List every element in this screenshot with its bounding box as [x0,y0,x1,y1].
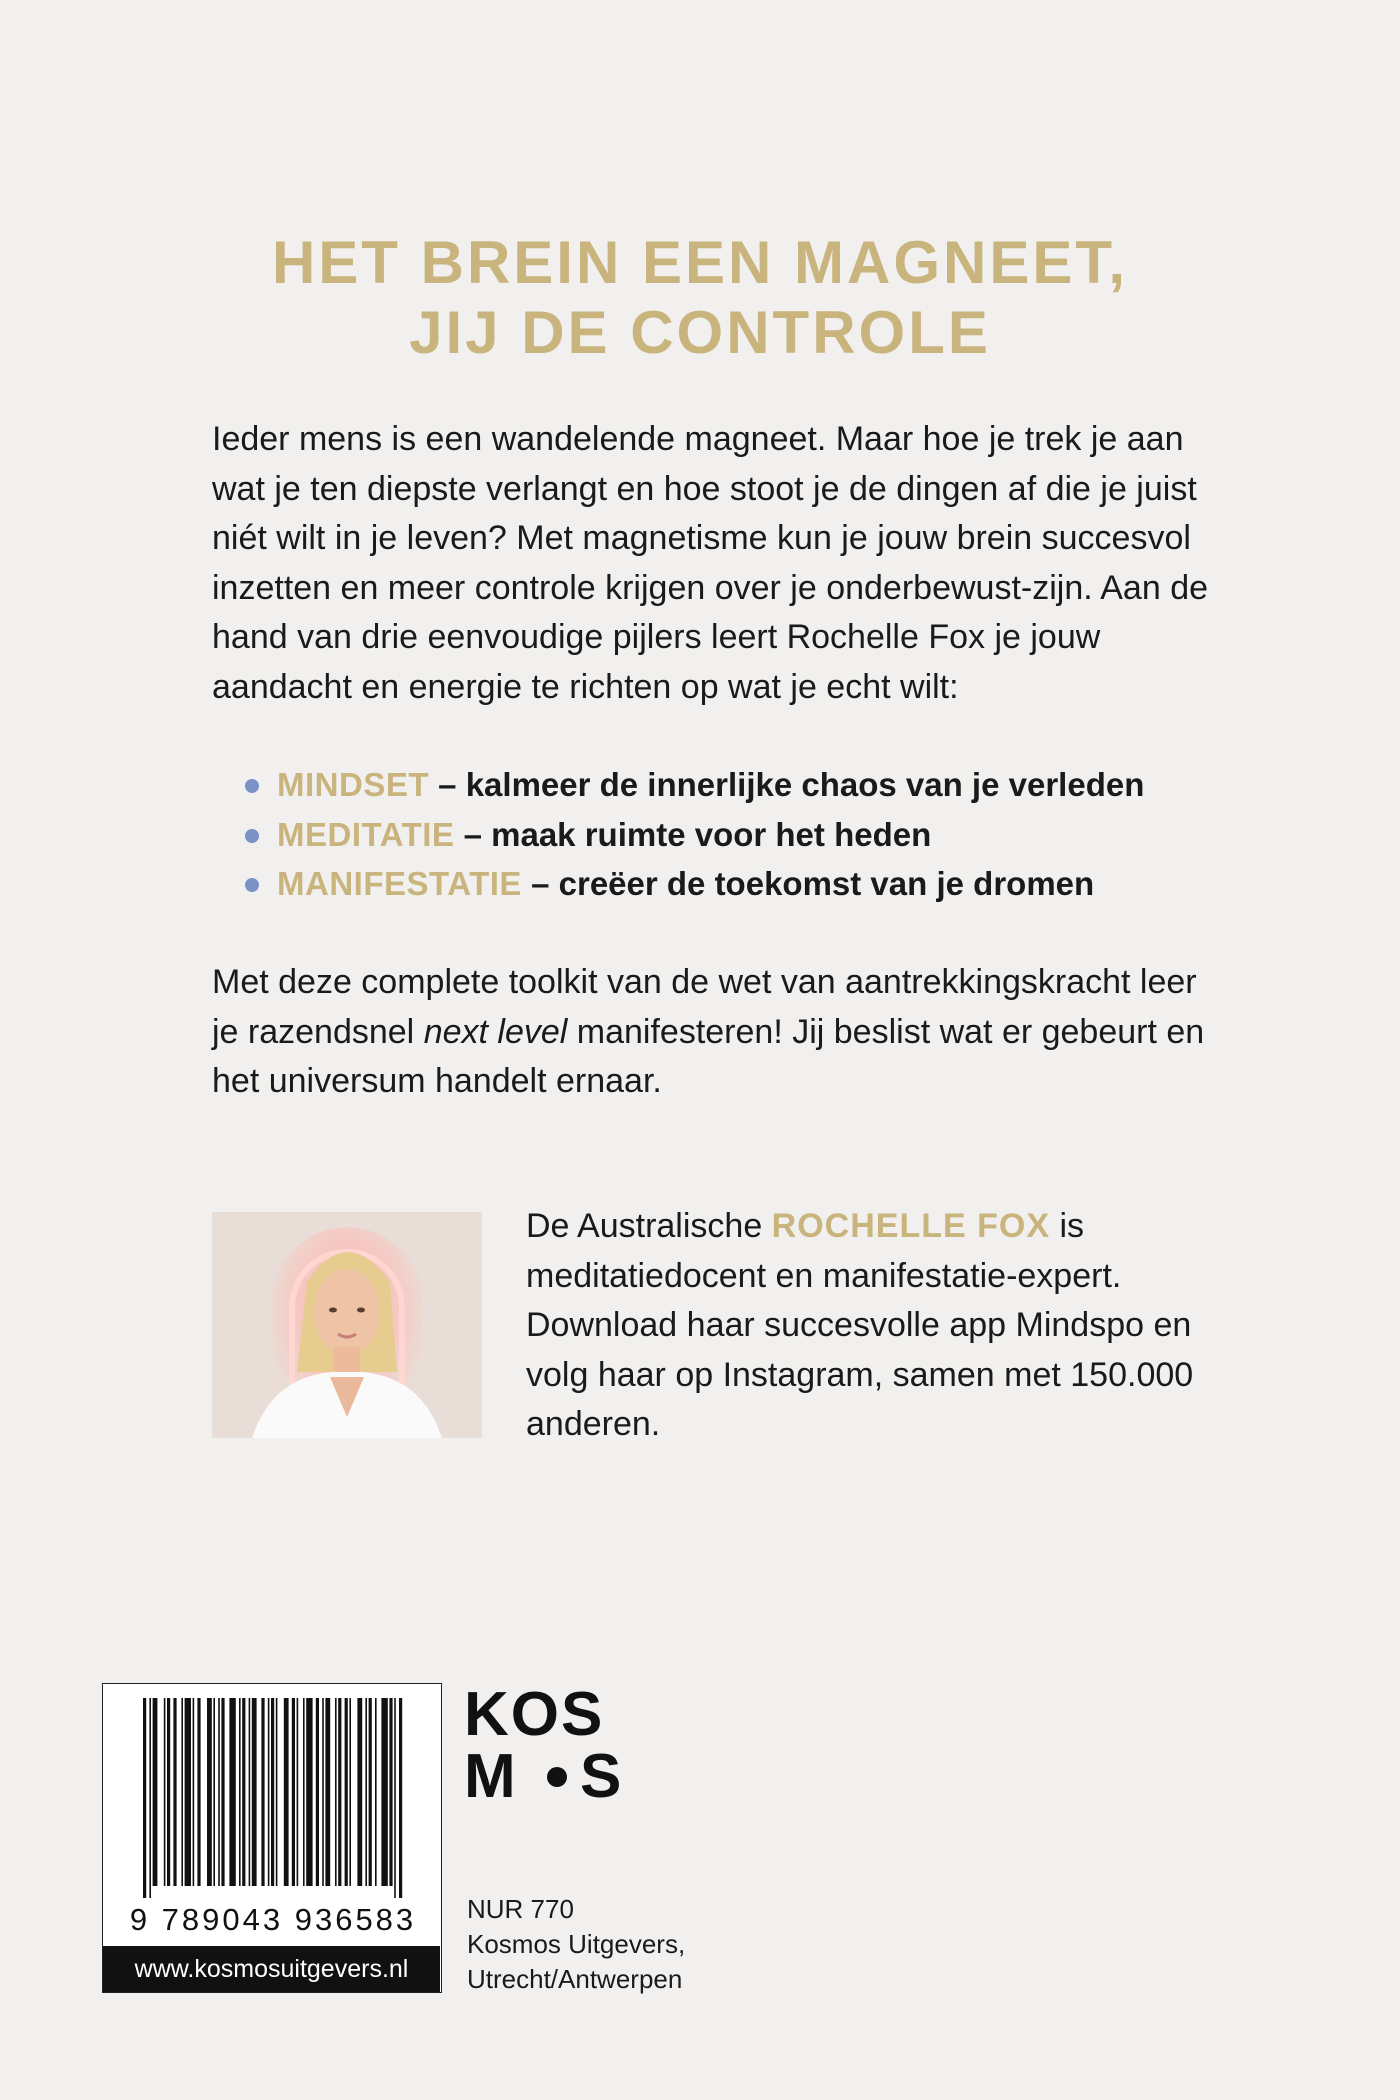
outro-text-before: Met deze complete toolkit van de wet van aantrekkingskracht leer je razendsnel [212,963,1197,1051]
barcode-bar [197,1698,200,1886]
barcode-bar [322,1698,324,1886]
barcode-bar [261,1698,264,1886]
headline-line-1: HET BREIN EEN MAGNEET, [271,229,1129,296]
barcode-bar [303,1698,305,1886]
bullet-dot-icon [245,779,259,793]
barcode-bar [369,1698,372,1886]
nur-code: NUR 770 [467,1894,574,1924]
bio-text-after: is meditatiedocent en manifestatie-expert. Download haar succesvolle app Mindspo en volg haar op Instagram, samen met 150.000 anderen. [526,1207,1194,1443]
barcode-bar [271,1698,274,1886]
barcode-bar [153,1698,158,1886]
barcode-bar [338,1698,341,1886]
barcode-bar [276,1698,278,1886]
barcode-bar [306,1698,312,1886]
barcode-bar [181,1698,183,1886]
barcode-bar [143,1698,146,1898]
publisher-url: www.kosmosuitgevers.nl [103,1946,440,1992]
barcode-bar [349,1698,351,1886]
barcode-bar [221,1698,224,1886]
barcode-bar [164,1698,166,1886]
outro-emphasis: next level [423,1012,568,1051]
barcode-bars [103,1684,443,1899]
logo-dot-icon [547,1767,567,1787]
barcode-bar [242,1698,245,1886]
barcode-bar [316,1698,319,1886]
barcode-bar [325,1698,330,1886]
barcode-bar [268,1698,270,1886]
headline-line-2: JIJ DE CONTROLE [409,299,991,366]
headline [0,228,1400,368]
intro-paragraph: Ieder mens is een wandelende magneet. Maar hoe je trek je aan wat je ten diepste verlangt en hoe stoot je de dingen af die je juist niét wilt in je leven? Met magnetisme kun je jouw brein succesvol inzetten en meer controle krijgen over je onderbewust-zijn. Aan de hand van drie eenvoudige pijlers leert Rochelle Fox je jouw aandacht en energie te richten op wat je echt wilt: [212,420,1209,706]
logo-row-2-left: M [464,1742,516,1800]
barcode-bar [345,1698,348,1886]
barcode-bar [239,1698,241,1886]
publisher-city: Utrecht/Antwerpen [467,1964,683,1994]
bullet-dot-icon [245,878,259,892]
barcode-bar [229,1698,235,1886]
logo-row-2-right: S [580,1742,622,1800]
barcode-bar [249,1698,251,1886]
publisher-info [467,1892,867,1997]
outro-text-after: manifesteren! Jij beslist wat er gebeurt en het universum handelt ernaar. [212,1012,1205,1100]
barcode-bar [173,1698,176,1886]
kosmos-logo [464,1680,634,1800]
pillar-item-manifestatie [245,859,1245,909]
author-name: ROCHELLE FOX [771,1207,1051,1245]
pillar-text: – creëer de toekomst van je dromen [521,865,1095,902]
logo-row-1: KOS [464,1680,605,1749]
pillar-item-mindset [245,760,1245,810]
pillar-name: MANIFESTATIE [277,865,522,902]
barcode-bar [292,1698,295,1886]
bullet-dot-icon [245,829,259,843]
pillar-name: MINDSET [277,766,429,803]
bio-text-before: De Australische [526,1207,772,1245]
barcode-bar [218,1698,220,1886]
barcode-bar [297,1698,299,1886]
barcode-bar [394,1698,396,1898]
barcode-bar [375,1698,377,1886]
publisher-name: Kosmos Uitgevers, [467,1929,686,1959]
pillar-name: MEDITATIE [277,815,455,853]
author-photo [212,1212,482,1438]
barcode-bar [284,1698,289,1886]
pillar-item-meditatie [245,810,1245,860]
barcode-bar [399,1698,402,1898]
barcode-bar [193,1698,195,1886]
barcode-bar [389,1698,392,1886]
barcode-bar [335,1698,337,1886]
pillar-text: – maak ruimte voor het heden [454,815,932,853]
pillar-text: – kalmeer de innerlijke chaos van je verleden [429,766,1145,803]
barcode-bar [357,1698,362,1886]
isbn-number: 9 789043 936583 [129,1902,417,1937]
barcode-bar [185,1698,191,1886]
barcode-bar [149,1698,151,1898]
barcode-bar [365,1698,367,1886]
barcode-bar [252,1698,257,1886]
barcode-bar [167,1698,170,1886]
barcode-bar [207,1698,212,1886]
outro-paragraph [212,958,1212,1107]
barcode-bar [213,1698,215,1886]
barcode [102,1683,442,1993]
author-bio [526,1202,1206,1450]
pillars-list [245,760,1245,909]
barcode-bar [381,1698,387,1886]
